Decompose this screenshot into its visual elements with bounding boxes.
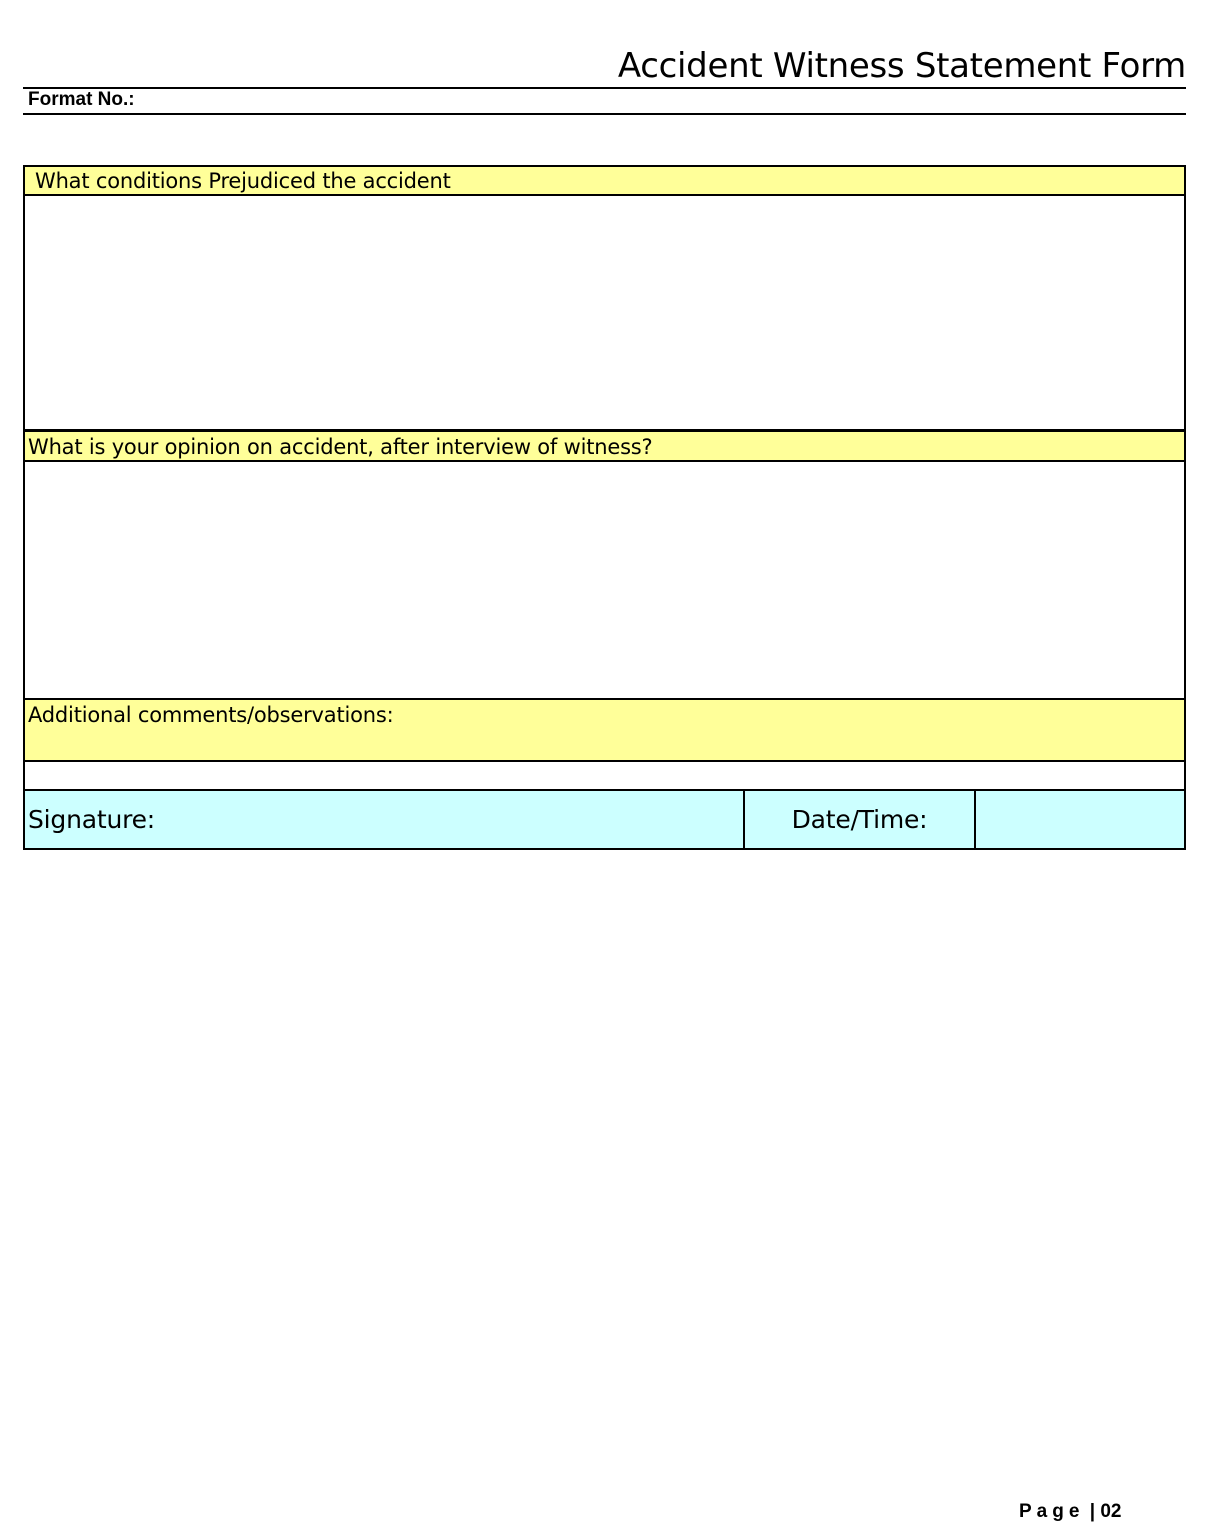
section-header-conditions bbox=[25, 167, 1184, 196]
title-rule bbox=[23, 87, 1186, 89]
signature-row bbox=[25, 791, 1184, 848]
page-word: Page bbox=[1019, 1501, 1085, 1522]
section-label-conditions: What conditions Prejudiced the accident bbox=[35, 169, 451, 193]
datetime-label-cell bbox=[745, 791, 974, 848]
conditions-answer-field[interactable] bbox=[25, 196, 1184, 432]
format-rule bbox=[23, 113, 1186, 115]
format-number-label: Format No.: bbox=[28, 89, 135, 110]
section-header-comments bbox=[25, 700, 1184, 762]
opinion-answer-field[interactable] bbox=[25, 462, 1184, 700]
witness-form-table bbox=[23, 165, 1186, 850]
comments-answer-field[interactable] bbox=[25, 762, 1184, 791]
form-title: Accident Witness Statement Form bbox=[617, 46, 1186, 86]
signature-label: Signature: bbox=[28, 805, 156, 834]
section-header-opinion bbox=[25, 432, 1184, 462]
datetime-value-field[interactable] bbox=[976, 791, 1184, 848]
datetime-label: Date/Time: bbox=[791, 804, 928, 834]
page-separator: | bbox=[1089, 1501, 1096, 1522]
section-label-opinion: What is your opinion on accident, after interview of witness? bbox=[28, 435, 653, 459]
page-number: 02 bbox=[1100, 1501, 1122, 1522]
page-number-footer bbox=[1019, 1501, 1121, 1523]
section-label-comments: Additional comments/observations: bbox=[28, 703, 394, 727]
